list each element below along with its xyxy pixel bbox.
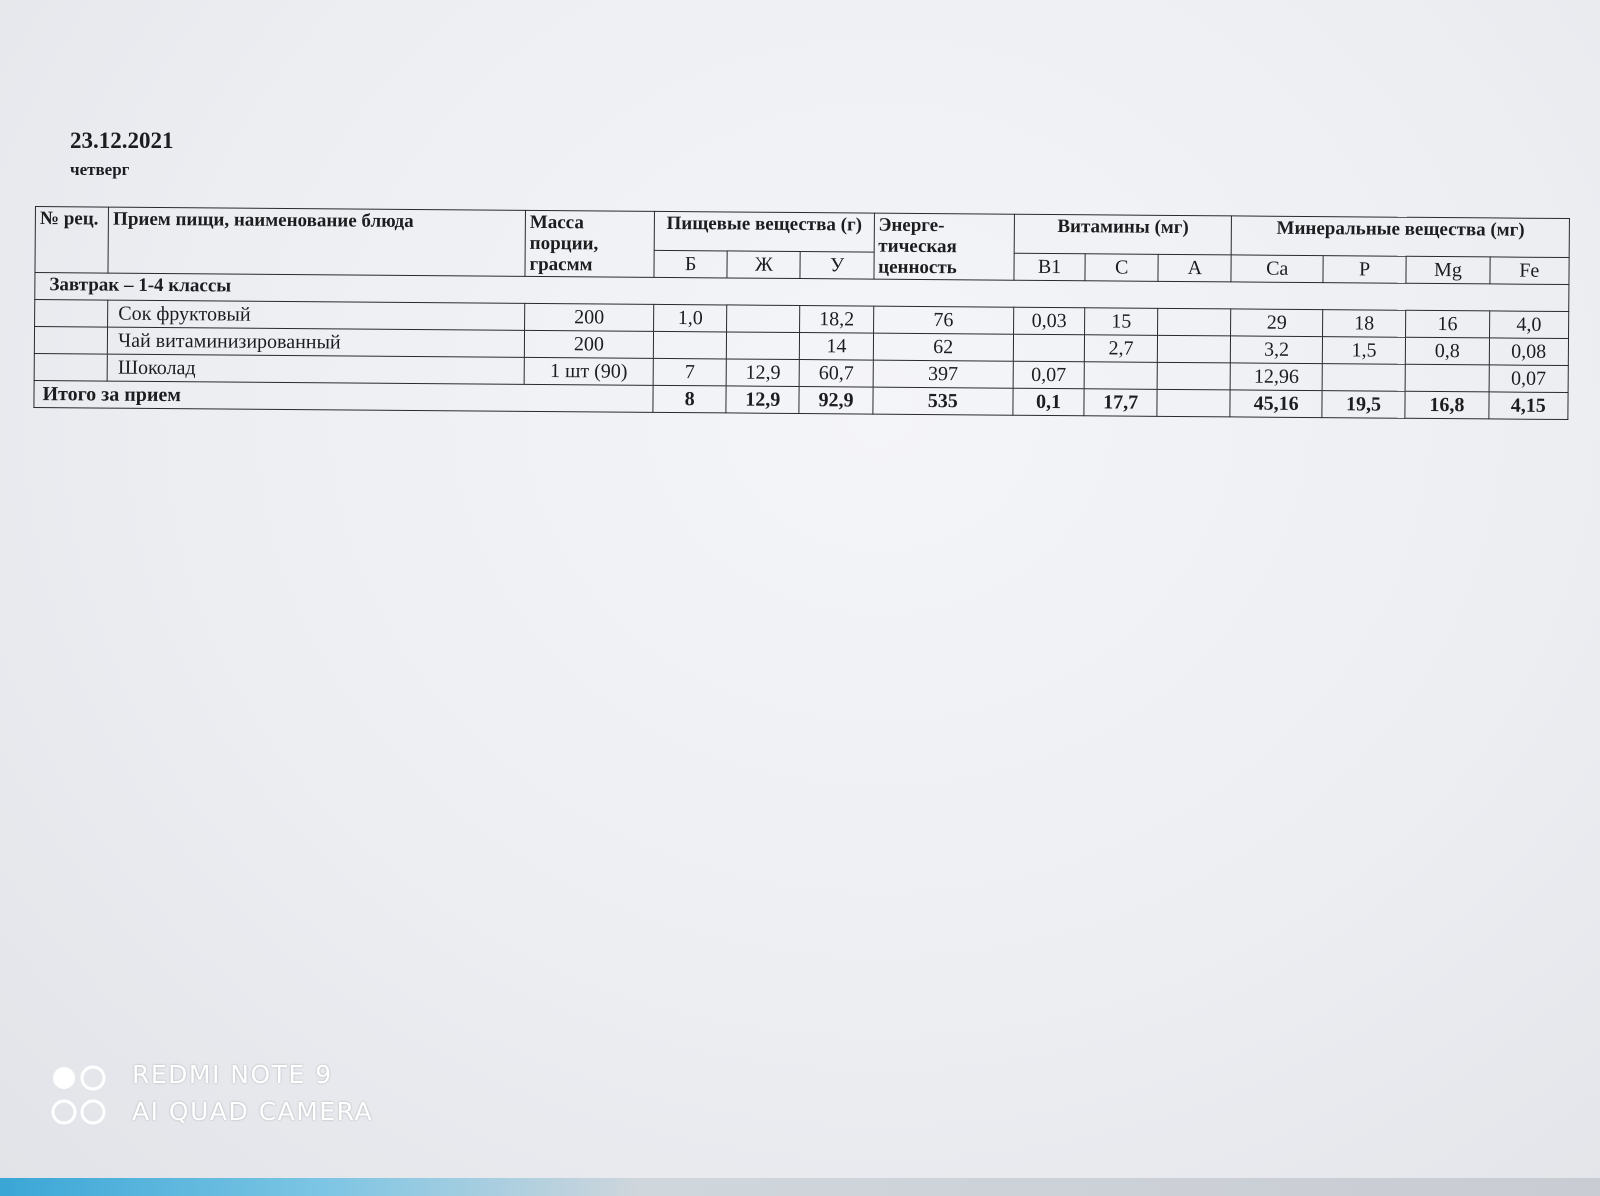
document-date: 23.12.2021 <box>70 128 174 153</box>
cell-mass: 200 <box>524 330 653 358</box>
total-c: 17,7 <box>1084 388 1157 416</box>
subheader-ca: Ca <box>1231 255 1323 283</box>
cell-zh <box>727 305 800 333</box>
cell-fe: 4,0 <box>1489 311 1569 339</box>
cell-b: 1,0 <box>654 304 727 332</box>
header-energy: Энерге-тическая ценность <box>874 213 1015 280</box>
header-num: № рец. <box>35 207 109 273</box>
cell-dish-name: Шоколад <box>107 354 524 384</box>
background-strip <box>0 1178 1600 1196</box>
cell-b1: 0,07 <box>1013 361 1084 389</box>
cell-energy: 62 <box>873 333 1013 361</box>
total-label: Итого за прием <box>34 380 653 412</box>
cell-zh <box>727 332 800 360</box>
subheader-u: У <box>800 251 873 279</box>
cell-b <box>653 331 726 359</box>
header-minerals: Минеральные вещества (мг) <box>1232 216 1570 257</box>
cell-c: 15 <box>1085 307 1158 335</box>
cell-c <box>1084 361 1157 389</box>
cell-energy: 397 <box>873 360 1013 388</box>
cell-u: 14 <box>800 332 873 360</box>
cell-a <box>1158 308 1231 336</box>
cell-u: 18,2 <box>800 305 873 333</box>
cell-b: 7 <box>653 358 726 386</box>
subheader-zh: Ж <box>727 251 800 279</box>
cell-energy: 76 <box>873 306 1013 334</box>
cell-mass: 1 шт (90) <box>524 357 653 385</box>
cell-mg: 0,8 <box>1406 337 1490 365</box>
cell-num <box>34 353 107 381</box>
total-mg: 16,8 <box>1405 391 1489 419</box>
cell-fe: 0,07 <box>1489 365 1569 393</box>
header-meal: Прием пищи, наименование блюда <box>108 207 525 276</box>
cell-dish-name: Чай витаминизированный <box>108 327 525 357</box>
subheader-b: Б <box>654 250 727 278</box>
cell-dish-name: Сок фруктовый <box>108 300 525 330</box>
subheader-c: C <box>1085 253 1158 281</box>
cell-u: 60,7 <box>800 359 873 387</box>
document-weekday: четверг <box>70 160 130 179</box>
subheader-p: P <box>1323 255 1407 283</box>
cell-a <box>1157 362 1230 390</box>
cell-mg: 16 <box>1406 310 1490 338</box>
nutrition-table <box>33 206 1570 420</box>
subheader-a: A <box>1158 254 1231 282</box>
cell-p <box>1322 363 1406 391</box>
cell-num <box>34 326 107 354</box>
cell-p: 18 <box>1322 309 1406 337</box>
total-a <box>1157 389 1230 417</box>
cell-p: 1,5 <box>1322 336 1406 364</box>
cell-b1 <box>1013 334 1084 362</box>
subheader-mg: Mg <box>1406 256 1490 284</box>
cell-b1: 0,03 <box>1013 307 1084 335</box>
header-vitamins: Витамины (мг) <box>1014 214 1232 254</box>
cell-fe: 0,08 <box>1489 338 1569 366</box>
cell-num <box>35 299 108 327</box>
total-ca: 45,16 <box>1230 390 1322 418</box>
cell-c: 2,7 <box>1084 334 1157 362</box>
subheader-b1: B1 <box>1014 253 1085 281</box>
total-u: 92,9 <box>799 386 872 414</box>
header-nutrients: Пищевые вещества (г) <box>654 211 874 251</box>
section-title: Завтрак – 1-4 классы <box>35 272 1569 311</box>
cell-ca: 12,96 <box>1231 363 1323 391</box>
header-mass: Масса порции, грасмм <box>525 210 655 277</box>
cell-a <box>1158 335 1231 363</box>
cell-ca: 29 <box>1231 309 1323 337</box>
menu-table-wrapper <box>33 206 1570 420</box>
cell-zh: 12,9 <box>726 359 799 387</box>
total-fe: 4,15 <box>1489 392 1569 420</box>
watermark-camera: AI QUAD CAMERA <box>132 1097 374 1126</box>
watermark-model: REDMI NOTE 9 <box>132 1060 333 1089</box>
cell-mg <box>1405 364 1489 392</box>
total-p: 19,5 <box>1322 390 1406 418</box>
total-energy: 535 <box>873 387 1013 415</box>
total-b: 8 <box>653 385 726 413</box>
total-b1: 0,1 <box>1013 388 1084 416</box>
subheader-fe: Fe <box>1490 257 1570 285</box>
cell-mass: 200 <box>525 303 654 331</box>
camera-rings-icon <box>50 1064 110 1128</box>
cell-ca: 3,2 <box>1231 336 1323 364</box>
total-zh: 12,9 <box>726 386 799 414</box>
